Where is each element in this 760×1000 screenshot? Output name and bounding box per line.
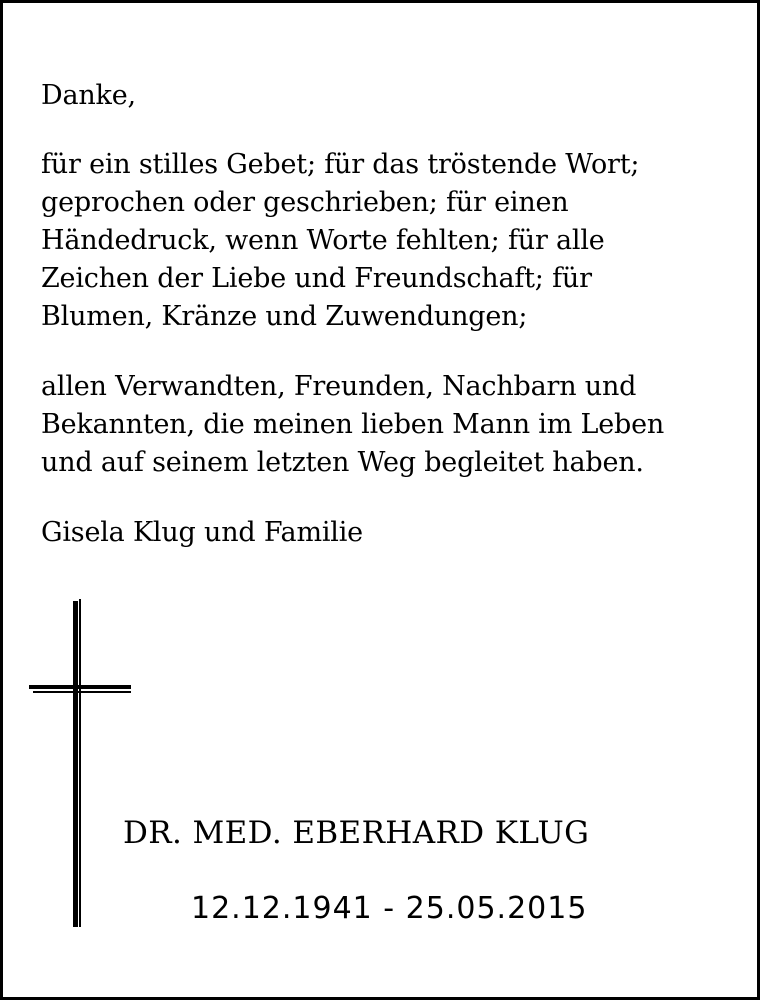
life-dates: 12.12.1941 - 25.05.2015 [191,891,588,926]
text-line: Bekannten, die meinen lieben Mann im Leben [41,409,665,440]
relatives-paragraph [41,368,731,482]
text-line: für ein stilles Gebet; für das tröstende Wort; [41,149,640,180]
text-line: allen Verwandten, Freunden, Nachbarn und [41,371,637,402]
text-line: geprochen oder geschrieben; für einen [41,187,569,218]
text-line: Zeichen der Liebe und Freundschaft; für [41,263,592,294]
greeting: Danke, [41,80,136,111]
text-line: Händedruck, wenn Worte fehlten; für alle [41,225,605,256]
text-line: Blumen, Kränze und Zuwendungen; [41,301,528,332]
text-line: und auf seinem letzten Weg begleitet haben. [41,447,644,478]
thanks-paragraph [41,146,731,336]
thank-you-text [41,77,731,552]
signature: Gisela Klug und Familie [41,517,363,548]
deceased-name: DR. MED. EBERHARD KLUG [123,815,590,851]
